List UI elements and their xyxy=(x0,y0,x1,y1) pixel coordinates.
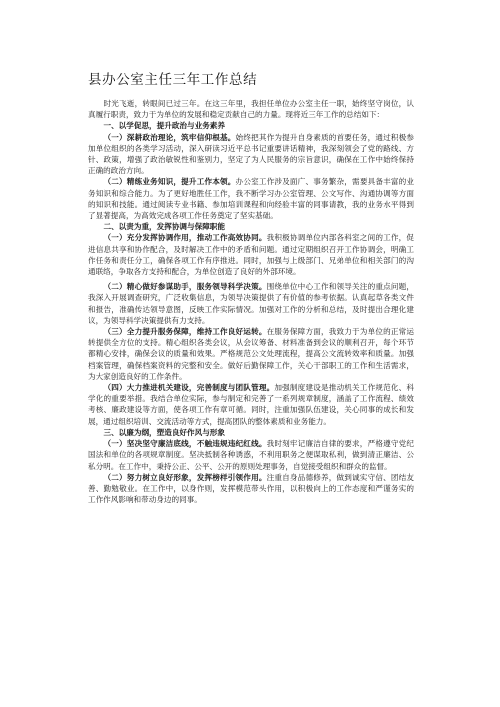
paragraph-text: 办公室工作涉及面广、事务繁杂，需要具备丰富的业务知识和综合能力。为了更好地胜任工作，我不断学习办公室管理、公文写作、沟通协调等方面的知识和技能。通过阅读专业书籍、参加培训课程和向经验丰富的同事请教，我的业务水平得到了显著提高，为高效完成各项工作任务奠定了坚实基础。 xyxy=(88,177,415,221)
paragraph-lead: （一）充分发挥协调作用，推动工作高效协同。 xyxy=(103,233,267,243)
paragraph-text: 注重自身品德修养，做到诚实守信、团结友善、勤勉敬业。在工作中，以身作则，发挥模范带头作用，以积极向上的工作态度和严谨务实的工作作风影响和带动身边的同事。 xyxy=(88,472,415,505)
section-heading-1: 一、以学促思，提升政治与业务素养 xyxy=(103,121,225,131)
paragraph-lead: （二）精练业务知识，提升工作本领。 xyxy=(103,177,236,187)
paragraph-lead: （四）大力推进机关建设，完善制度与团队管理。 xyxy=(103,383,275,393)
paragraph-lead: （二）努力树立良好形象，发挥榜样引领作用。 xyxy=(103,472,267,482)
paragraph-2-4 xyxy=(88,382,414,427)
section-heading-3: 三、以廉为纲，塑造良好作风与形象 xyxy=(103,427,225,437)
paragraph-text: 我积极协调单位内部各科室之间的工作，促进信息共享和协作配合，及时解决工作中的矛盾和问题。通过定期组织召开工作协调会，明确工作任务和责任分工，确保各项工作有序推进。同时，加强与上级部门、兄弟单位和相关部门的沟通联络，争取各方支持和配合，为单位创造了良好的外部环境。 xyxy=(88,233,415,277)
paragraph-2-2 xyxy=(88,281,414,326)
paragraph-1-1 xyxy=(88,132,414,177)
section-heading-2: 二、以责为重，发挥协调与保障职能 xyxy=(103,222,225,232)
paragraph-text: 在服务保障方面，我致力于为单位的正常运转提供全方位的支持。精心组织各类会议，从会议筹备、材料准备到会议的顺利召开，每个环节都精心安排，确保会议的质量和效果。严格规范公文处理流程，提高公文流转效率和质量。加强档案管理，确保档案资料的完整和安全。做好后勤保障工作，关心干部职工的工作和生活需求，为大家创造良好的工作条件。 xyxy=(88,327,415,381)
paragraph-text: 加强制度建设是推动机关工作规范化、科学化的重要举措。我结合单位实际，参与制定和完善了一系列规章制度，涵盖了工作流程、绩效考核、廉政建设等方面，使各项工作有章可循。同时，注重加强队伍建设，关心同事的成长和发展，通过组织培训、交流活动等方式，提高团队的整体素质和业务能力。 xyxy=(88,383,415,426)
paragraph-lead: （三）全力提升服务保障，维持工作良好运转。 xyxy=(103,327,267,337)
intro-paragraph: 时光飞逝，转眼间已过三年。在这三年里，我担任单位办公室主任一职，始终坚守岗位，认真履行职责，致力于为单位的发展和稳定贡献自己的力量。现将近三年工作的总结如下： xyxy=(88,99,414,120)
document-title: 县办公室主任三年工作总结 xyxy=(88,72,258,88)
paragraph-lead: （一）深耕政治理论，筑牢信仰根基。 xyxy=(103,132,236,142)
paragraph-3-1 xyxy=(88,438,414,472)
paragraph-lead: （二）精心做好参谋助手，服务领导科学决策。 xyxy=(103,282,267,292)
paragraph-text: 我时刻牢记廉洁自律的要求，严格遵守党纪国法和单位的各项规章制度。坚决抵制各种诱惑，不利用职务之便谋取私利，做到清正廉洁、公私分明。在工作中，秉持公正、公平、公开的原则处理事务，自觉接受组织和群众的监督。 xyxy=(88,439,415,471)
paragraph-text: 围绕单位中心工作和领导关注的重点问题，我深入开展调查研究，广泛收集信息，为领导决策提供了有价值的参考依据。认真起草各类文件和报告，准确传达领导意图，反映工作实际情况。加强对工作的分析和总结，及时提出合理化建议，为领导科学决策提供有力支持。 xyxy=(88,282,415,325)
paragraph-3-2 xyxy=(88,472,414,506)
paragraph-1-2 xyxy=(88,176,414,221)
paragraph-2-1 xyxy=(88,232,414,277)
paragraph-text: 始终把其作为提升自身素质的首要任务，通过积极参加单位组织的各类学习活动，深入研读习近平总书记重要讲话精神，我深刻领会了党的路线、方针、政策，增强了政治敏锐性和鉴别力，坚定了为人民服务的宗旨意识，确保在工作中始终保持正确的政治方向。 xyxy=(88,132,415,176)
paragraph-lead: （一）坚决坚守廉洁底线，不触违规违纪红线。 xyxy=(103,439,267,449)
paragraph-2-3 xyxy=(88,326,414,382)
document-body xyxy=(88,98,414,505)
